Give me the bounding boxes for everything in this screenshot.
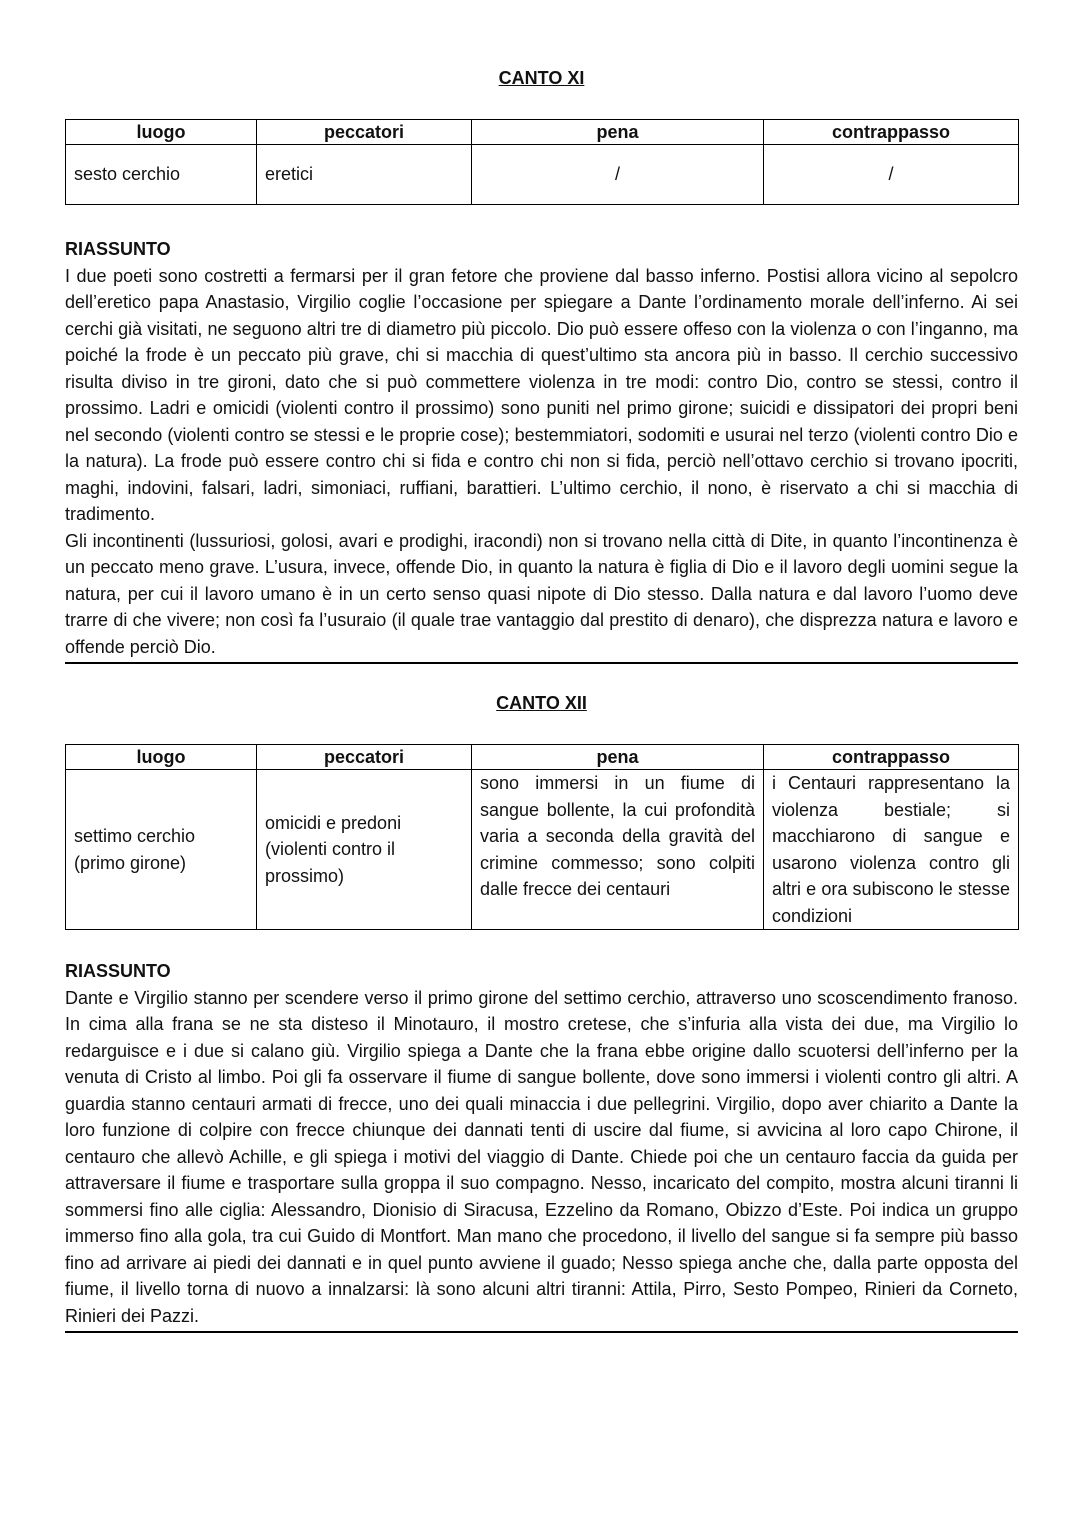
header-luogo: luogo <box>66 120 257 145</box>
cell-pena: sono immersi in un fiume di sangue bollente, la cui profondità varia a seconda della gravità del crimine commesso; sono colpiti dalle frecce dei centauri <box>472 770 764 930</box>
cell-peccatori-line: prossimo) <box>265 865 345 886</box>
canto-xi-summary <box>65 236 1018 664</box>
header-peccatori: peccatori <box>257 120 472 145</box>
header-pena: pena <box>472 120 764 145</box>
header-pena: pena <box>472 745 764 770</box>
cell-contrappasso: / <box>764 145 1019 205</box>
header-peccatori: peccatori <box>257 745 472 770</box>
summary-heading: RIASSUNTO <box>65 239 171 259</box>
canto-xi-title: CANTO XI <box>498 68 585 88</box>
table-header-row <box>66 120 1019 145</box>
summary-heading: RIASSUNTO <box>65 961 171 981</box>
cell-peccatori-line: (violenti contro il <box>265 839 396 860</box>
canto-xii-summary <box>65 958 1018 1333</box>
cell-peccatori <box>257 770 472 930</box>
canto-xii-title: CANTO XII <box>496 693 587 713</box>
cell-luogo <box>66 770 257 930</box>
cell-peccatori: eretici <box>257 145 472 205</box>
canto-xii-table <box>65 744 1019 930</box>
summary-paragraph: Gli incontinenti (lussuriosi, golosi, avari e prodighi, iracondi) non si trovano nella città di Dite, in quanto l’incontinenza è un peccato meno grave. L’usura, invece, offende Dio, in quanto la natura è figlia di Dio e il lavoro degli uomini segue la natura, per cui il lavoro umano è in un certo senso quasi nipote di Dio stesso. Dalla natura e dal lavoro l’uomo deve trarre di che vivere; non così fa l’usuraio (il quale trae vantaggio dal prestito di denaro), che disprezza natura e lavoro e offende perciò Dio. <box>65 530 1018 657</box>
table-header-row <box>66 745 1019 770</box>
summary-paragraph: I due poeti sono costretti a fermarsi per il gran fetore che proviene dal basso inferno. Postisi allora vicino al sepolcro dell’eretico papa Anastasio, Virgilio coglie l’occasione per spiegare a Dante l’ordinamento morale dell’inferno. Ai sei cerchi già visitati, ne seguono altri tre di diametro più piccolo. Dio può essere offeso con la violenza o con l’inganno, ma poiché la frode è un peccato più grave, chi si macchia di quest’ultimo sta ancora più in basso. Il cerchio successivo risulta diviso in tre gironi, dato che si può commettere violenza in tre modi: contro Dio, contro se stessi, contro il prossimo. Ladri e omicidi (violenti contro il prossimo) sono puniti nel primo girone; suicidi e dissipatori dei propri beni nel secondo (violenti contro se stessi e le proprie cose); bestemmiatori, sodomiti e usurai nel terzo (violenti contro Dio e la natura). La frode può essere contro chi si fida e contro chi non si fida, perciò nell’ottavo cerchio si trovano ipocriti, maghi, indovini, falsari, ladri, simoniaci, ruffiani, barattieri. L’ultimo cerchio, il nono, è riservato a chi si macchia di tradimento. <box>65 265 1018 524</box>
canto-xi-table <box>65 119 1019 205</box>
table-row <box>66 770 1019 930</box>
table-row <box>66 145 1019 205</box>
header-contrappasso: contrappasso <box>764 120 1019 145</box>
cell-pena: / <box>472 145 764 205</box>
header-luogo: luogo <box>66 745 257 770</box>
header-contrappasso: contrappasso <box>764 745 1019 770</box>
cell-luogo: sesto cerchio <box>66 145 257 205</box>
cell-contrappasso: i Centauri rappresentano la violenza bestiale; si macchiarono di sangue e usarono violenza contro gli altri e ora subiscono le stesse condizioni <box>764 770 1019 930</box>
cell-peccatori-line: omicidi e predoni <box>265 812 402 833</box>
cell-luogo-line: (primo girone) <box>74 852 187 873</box>
cell-luogo-line: settimo cerchio <box>74 826 196 846</box>
summary-paragraph: Dante e Virgilio stanno per scendere verso il primo girone del settimo cerchio, attraverso uno scoscendimento franoso. In cima alla frana se ne sta disteso il Minotauro, il mostro cretese, che s’infuria alla vista dei due, ma Virgilio lo redarguisce e i due si calano giù. Virgilio spiega a Dante che la frana ebbe origine dallo scuotersi dell’inferno per la venuta di Cristo al limbo. Poi gli fa osservare il fiume di sangue bollente, dove sono immersi i violenti contro gli altri. A guardia stanno centauri armati di frecce, uno dei quali minaccia i due pellegrini. Virgilio, dopo aver chiarito a Dante la loro funzione di colpire con frecce chiunque dei dannati tenti di uscire dal fiume, si avvicina al loro capo Chirone, il centauro che allevò Achille, e gli spiega i motivi del viaggio di Dante. Chiede poi che un centauro faccia da guida per attraversare il fiume e trasportare sulla groppa il suo compagno. Nesso, incaricato del compito, mostra alcuni tiranni li sommersi fino alle ciglia: Alessandro, Dionisio di Siracusa, Ezzelino da Romano, Obizzo d’Este. Poi indica un gruppo immerso fino alla gola, tra cui Guido di Montfort. Man mano che procedono, il livello del sangue si fa sempre più basso fino ad arrivare ai piedi dei dannati e in quel punto avviene il guado; Nesso spiega anche che, dalla parte opposta del fiume, il livello torna di nuovo a innalzarsi: là sono alcuni altri tiranni: Attila, Pirro, Sesto Pompeo, Rinieri da Corneto, Rinieri dei Pazzi. <box>65 987 1018 1326</box>
